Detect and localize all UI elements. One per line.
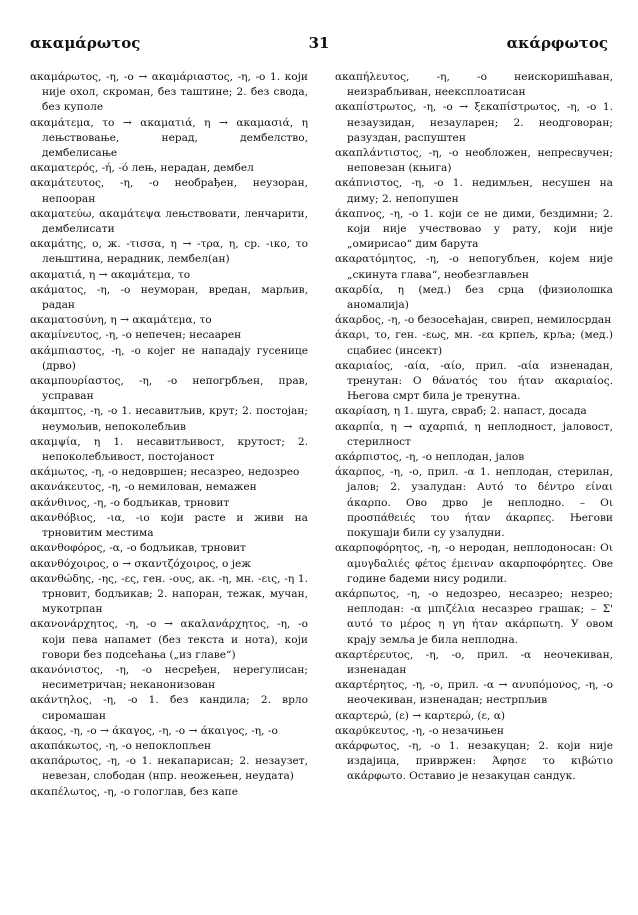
dictionary-entry: άκαος, -η, -ο → άκαγος, -η, -ο → άκαιγος, -η, -ο — [30, 724, 278, 737]
dictionary-entry: άκαμπτος, -η, -ο 1. несавитљив, крут; 2. постојан; неумољив, непоколебљив — [30, 405, 308, 433]
right-column — [335, 70, 613, 785]
dictionary-entry: ακαριαίος, -αία, -αίο, прил. -αία изненадан, тренутан: Ο θάνατός του ήταν ακαριαίος. Његова смрт била је тренутна. — [335, 359, 613, 403]
dictionary-entry: ακαπήλευτος, -η, -ο неискоришћаван, неизрабљиван, неексплоатисан — [335, 71, 613, 99]
dictionary-entry: ακάρπωτος, -η, -ο недозрео, несазрео; незрео; неплодан: -α μπιζέλια несазрео грашак; – Σ' αυτό το μέρος η γη ήταν ακάρπωτη. У овом крају земља је била неплодна. — [335, 587, 613, 646]
dictionary-entry: ακανόνιστος, -η, -ο несређен, нерегулисан; несиметричан; неканонизован — [30, 663, 308, 692]
left-running-headword: ακαμάρωτος — [30, 34, 141, 52]
dictionary-entry: ακαπάρωτος, -η, -ο 1. некапарисан; 2. незаузет, невезан, слободан (нпр. неожењен, неудата) — [30, 755, 308, 783]
dictionary-entry: ακαπάκωτος, -η, -ο непоклопљен — [30, 739, 212, 752]
dictionary-entry: ακαμάτεμα, το → ακαματιά, η → ακαμασιά, η лењствовање, нерад, дембелство, дембелисање — [30, 116, 308, 160]
dictionary-entry: άκαπνος, -η, -ο 1. који се не дими, бездимни; 2. који није учествовао у рату, који није „омирисао“ дим барута — [335, 207, 613, 251]
dictionary-entry: άκαρπος, -η, -ο, прил. -α 1. неплодан, стерилан, јалов; 2. узалудан: Αυτό το δέντρο είναι άκαρπο. Ово дрво је неплодно. – Οι προσπάθειές του ήταν άκαρπες. Његови покушаји били су узалудни. — [335, 466, 613, 540]
dictionary-entry: ακάματος, -η, -ο неуморан, вредан, марљив, радан — [30, 283, 308, 312]
dictionary-entry: ακαμπουρίαστος, -η, -ο непогрбљен, прав, усправан — [30, 375, 308, 403]
dictionary-entry: ακαρτέρευτος, -η, -ο, прил. -α неочекиван, изненадан — [335, 648, 613, 676]
dictionary-entry: ακαματοσύνη, η → ακαμάτεμα, το — [30, 314, 212, 327]
dictionary-entry: ακαρίαση, η 1. шуга, свраб; 2. напаст, досада — [335, 405, 587, 418]
dictionary-entry: ακανθώδης, -ης, -ες, ген. -ους, ак. -η, мн. -εις, -η 1. трновит, бодљикав; 2. напоран, тежак, мучан, мукотрпан — [30, 572, 308, 616]
dictionary-entry: ακανθόχοιρος, ο → σκαντζόχοιρος, ο јеж — [30, 557, 252, 570]
dictionary-entry: ακάντηλος, -η, -ο 1. без кандила; 2. врло сиромашан — [30, 694, 308, 722]
page-header — [30, 34, 608, 54]
dictionary-entry: άκαρι, το, ген. -εως, мн. -εα крпељ, крља; (мед.) сцабиес (инсект) — [335, 329, 613, 357]
dictionary-entry: ακαρύκευτος, -η, -ο незачињен — [335, 724, 504, 737]
dictionary-entry: ακαμάτευτος, -η, -ο необрађен, неузоран, непоoран — [30, 177, 308, 205]
dictionary-entry: ακάρφωτος, -η, -ο 1. незакуцан; 2. који није издајица, привржен: Άφησε το κιβώτιο ακάρφωτο. Оставио је незакуцан сандук. — [335, 739, 613, 783]
dictionary-entry: ακαματιά, η → ακαμάτεμα, το — [30, 268, 191, 281]
dictionary-entry: ακανθοφόρος, -α, -ο бодљикав, трновит — [30, 542, 246, 555]
dictionary-entry: άκαρδος, -η, -ο безосећајан, свиреп, немилосрдан — [335, 314, 612, 327]
dictionary-entry: ακαρτερώ, (ε) → καρτερώ, (ε, α) — [335, 709, 506, 722]
dictionary-entry: ακαμψία, η 1. несавитљивост, крутост; 2. непоколебљивост, постојаност — [30, 435, 308, 464]
dictionary-entry: ακανθόβιος, -ια, -ιο који расте и живи на трновитим местима — [30, 511, 308, 540]
dictionary-entry: ακάρπιστος, -η, -ο неплодан, јалов — [335, 451, 525, 464]
dictionary-entry: ακαμάτης, ο, ж. -τισσα, η → -τρα, η, ср. -ικο, το лењштина, нерадник, лембел(ан) — [30, 238, 308, 266]
dictionary-entry: ακανάκευτος, -η, -ο немилован, немажен — [30, 481, 257, 494]
dictionary-entry: ακάνθινος, -η, -ο бодљикав, трновит — [30, 496, 230, 509]
dictionary-entry: ακαμάρωτος, -η, -ο → ακαμάριαστος, -η, -ο 1. који није охол, скроман, без таштине; 2. без свода, без куполе — [30, 71, 308, 114]
dictionary-entry: ακανονάρχητος, -η, -ο → ακαλανάρχητος, -η, -ο који пева напамет (без текста и нота), који говори без подсећања („из главе“) — [30, 618, 308, 661]
dictionary-entry: ακάπνιστος, -η, -ο 1. недимљен, несушен на диму; 2. непопушен — [335, 177, 613, 205]
dictionary-entry: ακαπίστρωτος, -η, -ο → ξεκαπίστρωτος, -η, -ο 1. незаузидан, незауларен; 2. неодговоран; разуздан, распуштен — [335, 101, 613, 144]
page-number: 31 — [308, 34, 330, 52]
dictionary-entry: ακαρδία, η (мед.) без срца (физиолошка аномалија) — [335, 283, 613, 312]
dictionary-entry: ακάμωτος, -η, -ο недовршен; несазрео, недозрео — [30, 466, 300, 479]
dictionary-entry: ακαπέλωτος, -η, -ο гологлав, без капе — [30, 785, 239, 798]
dictionary-entry: ακαπλάντιστος, -η, -ο необложен, непресвучен; неповезан (књига) — [335, 147, 613, 175]
right-running-headword: ακάρφωτος — [506, 34, 608, 52]
left-column — [30, 70, 308, 800]
dictionary-entry: ακαρατόμητος, -η, -ο непогубљен, којем није „скинута глава“, необезглављен — [335, 253, 613, 281]
dictionary-entry: ακαρπία, η → αχαρπιά, η неплодност, јаловост, стерилност — [335, 420, 613, 448]
dictionary-entry: ακαματερός, -ή, -ό лењ, нерадан, дембел — [30, 162, 254, 175]
dictionary-entry: ακάμπιαστος, -η, -ο којег не нападају гусенице (дрво) — [30, 344, 308, 372]
dictionary-entry: ακαμίνευτος, -η, -ο непечен; несаарен — [30, 329, 242, 342]
dictionary-entry: ακαματεύω, ακαμάτεψα лењствовати, ленчарити, дембелисати — [30, 207, 308, 236]
dictionary-entry: ακαρτέρητος, -η, -ο, прил. -α → ανυπόμονος, -η, -ο неочекиван, изненадан; нестрпљив — [335, 679, 613, 707]
dictionary-entry: ακαρποφόρητος, -η, -ο неродан, неплодоносан: Οι αμυγδαλιές φέτος έμειναν ακαρποφόρητες. Ове године бадеми нису родили. — [335, 542, 613, 585]
